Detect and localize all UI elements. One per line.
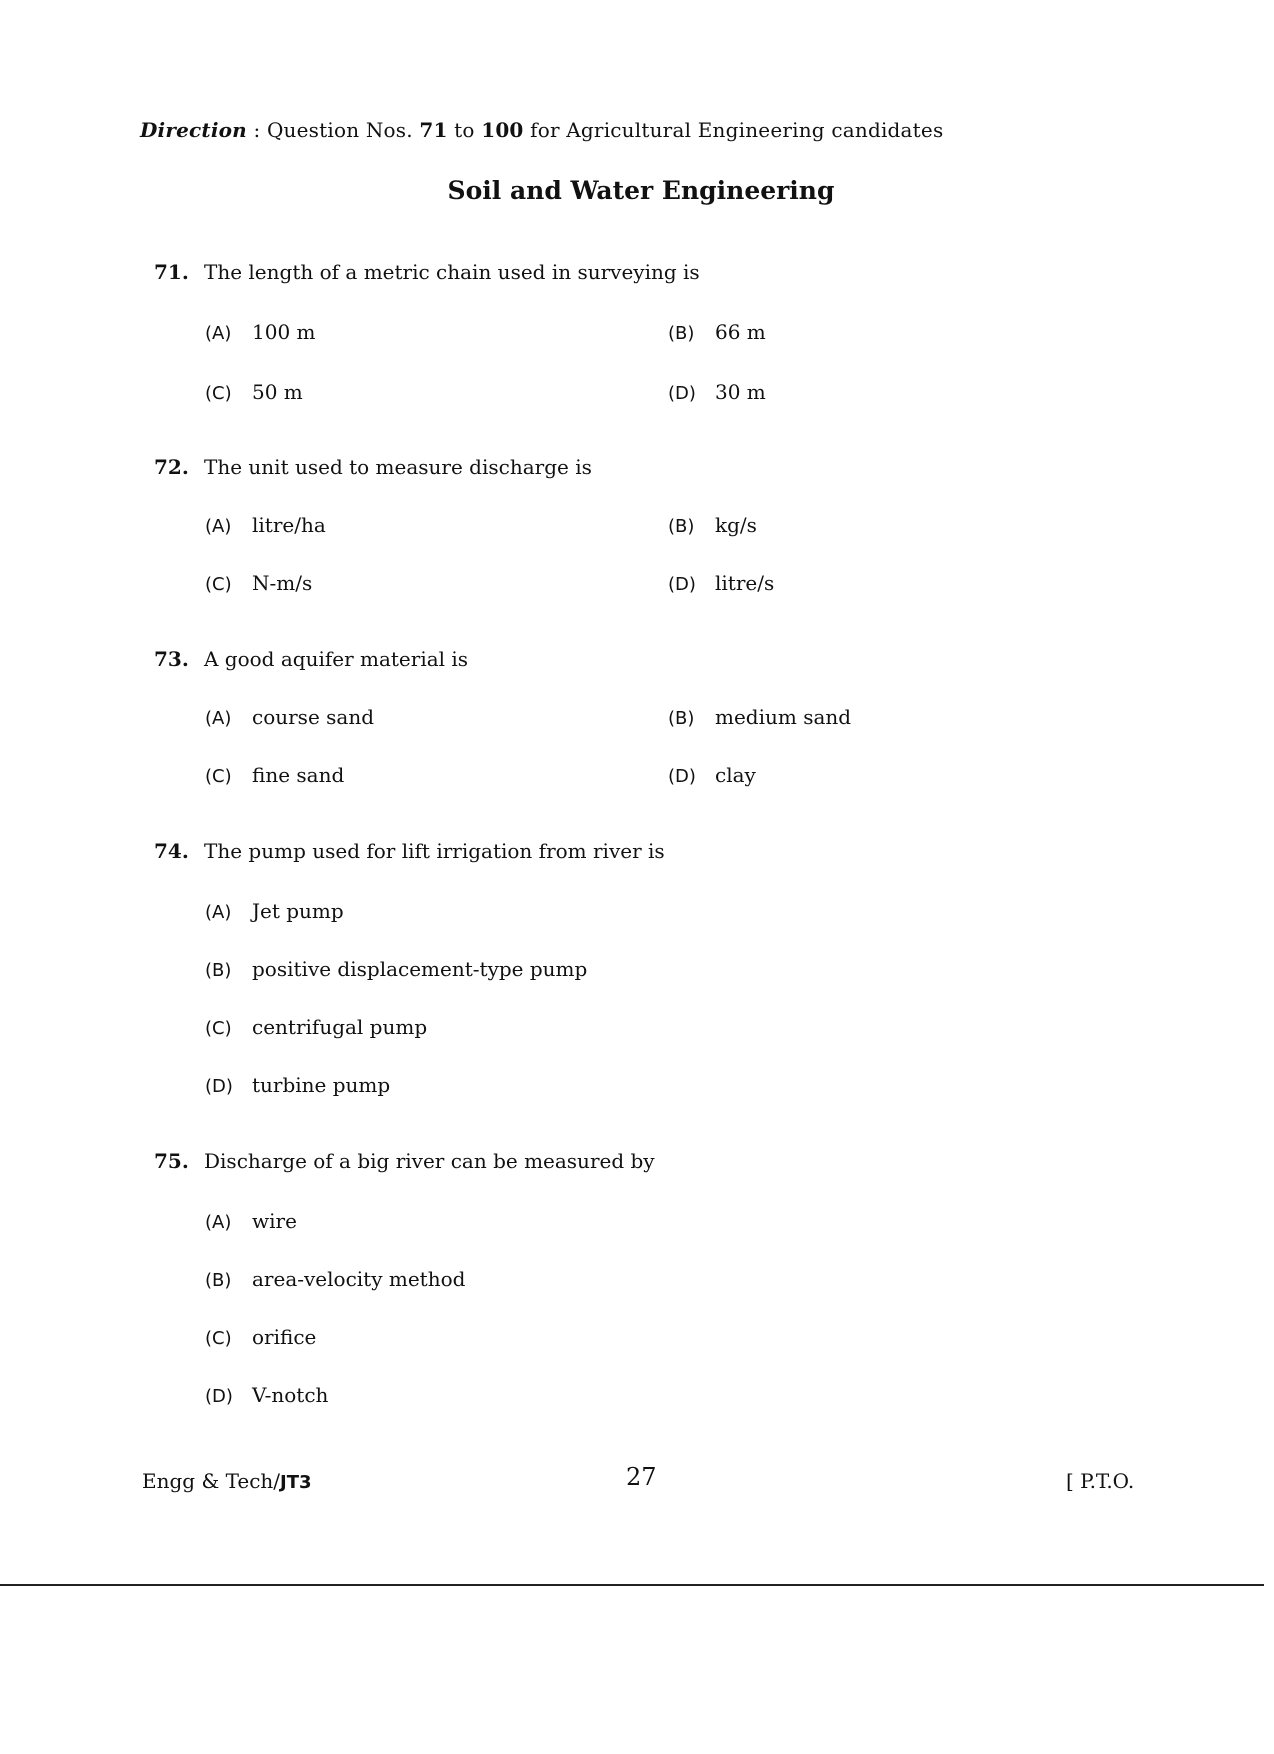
- option-text: positive displacement-type pump: [252, 957, 588, 981]
- option-text: 50 m: [252, 380, 303, 404]
- footer-code: JT3: [280, 1472, 312, 1493]
- option-label: (D): [668, 766, 696, 787]
- direction-rest: for Agricultural Engineering candidates: [523, 118, 944, 142]
- option-75-d: [205, 1383, 328, 1407]
- option-text: V-notch: [252, 1383, 329, 1407]
- option-text: centrifugal pump: [252, 1015, 428, 1039]
- question-73: [154, 647, 468, 671]
- option-72-b: [668, 513, 757, 537]
- option-label: (A): [205, 902, 232, 923]
- direction-sep: : Question Nos.: [246, 118, 420, 142]
- option-74-b: [205, 957, 587, 981]
- option-75-c: [205, 1325, 316, 1349]
- question-72: [154, 455, 592, 479]
- option-label: (C): [205, 383, 232, 404]
- option-72-a: [205, 513, 326, 537]
- footer-booklet-code: [142, 1469, 312, 1493]
- option-72-d: [668, 571, 774, 595]
- option-label: (B): [205, 960, 232, 981]
- direction-from: 71: [419, 118, 448, 142]
- direction-label: Direction: [140, 118, 247, 142]
- option-71-d: [668, 380, 766, 404]
- option-text: 30 m: [715, 380, 766, 404]
- option-74-a: [205, 899, 344, 923]
- direction-to-word: to: [447, 118, 482, 142]
- option-73-c: [205, 763, 344, 787]
- option-text: Jet pump: [252, 899, 344, 923]
- question-74: [154, 839, 665, 863]
- question-text: The unit used to measure discharge is: [204, 455, 592, 479]
- option-71-c: [205, 380, 303, 404]
- option-label: (D): [668, 383, 696, 404]
- option-text: course sand: [252, 705, 375, 729]
- footer-prefix: Engg & Tech/: [142, 1469, 281, 1493]
- direction-to: 100: [481, 118, 524, 142]
- option-label: (B): [668, 708, 695, 729]
- question-75: [154, 1149, 655, 1173]
- question-text: The length of a metric chain used in surveying is: [204, 260, 700, 284]
- option-71-b: [668, 320, 766, 344]
- question-text: A good aquifer material is: [204, 647, 469, 671]
- option-text: fine sand: [252, 763, 345, 787]
- option-73-d: [668, 763, 756, 787]
- option-73-b: [668, 705, 851, 729]
- option-75-a: [205, 1209, 297, 1233]
- section-title: Soil and Water Engineering: [447, 176, 835, 205]
- option-text: litre/ha: [252, 513, 326, 537]
- option-text: orifice: [252, 1325, 317, 1349]
- option-text: N-m/s: [252, 571, 313, 595]
- option-text: 66 m: [715, 320, 766, 344]
- option-text: turbine pump: [252, 1073, 391, 1097]
- option-label: (B): [205, 1270, 232, 1291]
- option-text: kg/s: [715, 513, 757, 537]
- option-74-c: [205, 1015, 427, 1039]
- option-73-a: [205, 705, 374, 729]
- option-label: (D): [205, 1076, 233, 1097]
- option-75-b: [205, 1267, 465, 1291]
- option-label: (C): [205, 1018, 232, 1039]
- option-label: (C): [205, 766, 232, 787]
- bottom-rule: [0, 1584, 1264, 1586]
- question-number: 74.: [154, 839, 189, 863]
- question-text: Discharge of a big river can be measured by: [204, 1149, 655, 1173]
- question-number: 75.: [154, 1149, 189, 1173]
- question-71: [154, 260, 700, 284]
- option-74-d: [205, 1073, 390, 1097]
- option-label: (B): [668, 516, 695, 537]
- question-number: 72.: [154, 455, 189, 479]
- option-label: (A): [205, 1212, 232, 1233]
- option-text: medium sand: [715, 705, 852, 729]
- option-text: wire: [252, 1209, 297, 1233]
- page-number: 27: [626, 1463, 657, 1491]
- option-text: litre/s: [715, 571, 775, 595]
- direction-line: [140, 118, 943, 142]
- option-71-a: [205, 320, 316, 344]
- option-label: (B): [668, 323, 695, 344]
- question-number: 71.: [154, 260, 189, 284]
- option-text: area-velocity method: [252, 1267, 466, 1291]
- option-label: (C): [205, 574, 232, 595]
- option-text: 100 m: [252, 320, 316, 344]
- question-number: 73.: [154, 647, 189, 671]
- option-label: (A): [205, 323, 232, 344]
- option-text: clay: [715, 763, 756, 787]
- pto-marker: [ P.T.O.: [1066, 1469, 1135, 1493]
- option-label: (A): [205, 516, 232, 537]
- question-text: The pump used for lift irrigation from river is: [204, 839, 665, 863]
- option-label: (D): [205, 1386, 233, 1407]
- option-72-c: [205, 571, 312, 595]
- option-label: (D): [668, 574, 696, 595]
- option-label: (C): [205, 1328, 232, 1349]
- option-label: (A): [205, 708, 232, 729]
